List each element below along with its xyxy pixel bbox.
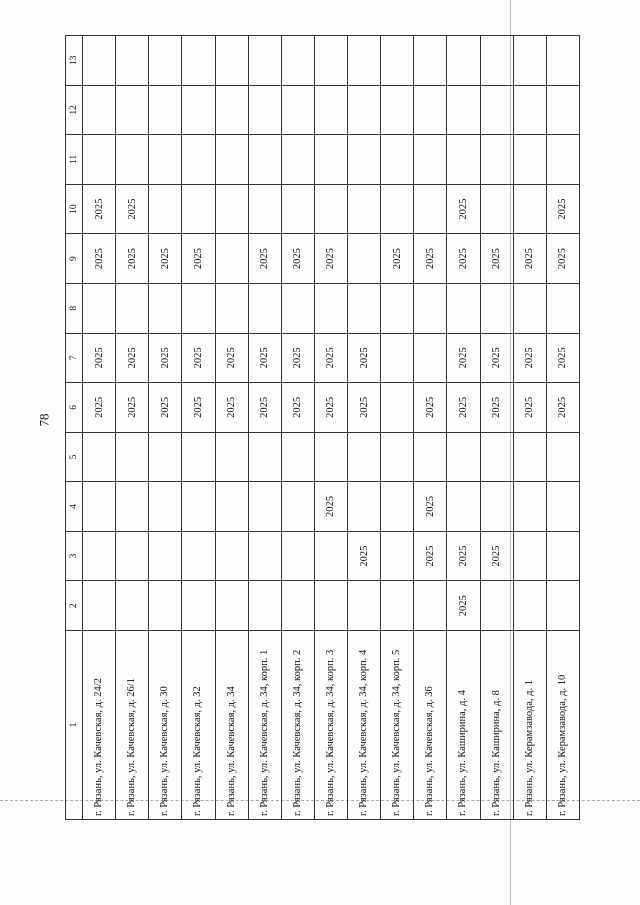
year-cell [381, 333, 414, 383]
year-cell [546, 581, 579, 631]
year-cell: 2025 [248, 333, 281, 383]
table-header-row [66, 36, 83, 820]
table-row [314, 36, 347, 820]
year-cell [381, 531, 414, 581]
year-cell: 2025 [447, 531, 480, 581]
column-header-12: 12 [66, 85, 83, 135]
year-cell [215, 135, 248, 185]
column-header-7: 7 [66, 333, 83, 383]
year-cell [414, 36, 447, 86]
year-cell [281, 482, 314, 532]
year-cell [248, 432, 281, 482]
year-cell [447, 36, 480, 86]
address-cell: г. Рязань, ул. Качевская, д. 34 [215, 630, 248, 819]
year-cell [182, 85, 215, 135]
year-cell: 2025 [116, 234, 149, 284]
table-row [480, 36, 513, 820]
year-cell [116, 135, 149, 185]
year-cell: 2025 [215, 333, 248, 383]
column-header-5: 5 [66, 432, 83, 482]
year-cell: 2025 [513, 333, 546, 383]
year-cell [248, 531, 281, 581]
year-cell [348, 581, 381, 631]
year-cell: 2025 [149, 383, 182, 433]
year-cell [182, 432, 215, 482]
year-cell: 2025 [447, 333, 480, 383]
year-cell [116, 85, 149, 135]
column-header-8: 8 [66, 283, 83, 333]
year-cell [513, 85, 546, 135]
year-cell [546, 482, 579, 532]
year-cell [149, 36, 182, 86]
address-cell: г. Рязань, ул. Качевская, д. 34, корп. 2 [281, 630, 314, 819]
address-cell: г. Рязань, ул. Качевская, д. 34, корп. 3 [314, 630, 347, 819]
year-cell [348, 482, 381, 532]
year-cell [215, 85, 248, 135]
schedule-table [65, 35, 580, 820]
column-header-2: 2 [66, 581, 83, 631]
year-cell [83, 135, 116, 185]
table-body [83, 36, 580, 820]
year-cell [480, 36, 513, 86]
year-cell [215, 234, 248, 284]
year-cell [116, 283, 149, 333]
year-cell [281, 36, 314, 86]
address-cell: г. Рязань, ул. Качевская, д. 34, корп. 4 [348, 630, 381, 819]
year-cell: 2025 [182, 234, 215, 284]
year-cell [215, 531, 248, 581]
year-cell [480, 432, 513, 482]
year-cell [414, 581, 447, 631]
year-cell [447, 482, 480, 532]
year-cell: 2025 [83, 184, 116, 234]
year-cell [546, 432, 579, 482]
address-cell: г. Рязань, ул. Керамзавода, д. 1 [513, 630, 546, 819]
year-cell [348, 432, 381, 482]
year-cell [149, 581, 182, 631]
year-cell [314, 36, 347, 86]
year-cell [513, 283, 546, 333]
year-cell [546, 135, 579, 185]
year-cell [414, 85, 447, 135]
year-cell [149, 135, 182, 185]
year-cell: 2025 [116, 184, 149, 234]
address-cell: г. Рязань, ул. Качевская, д. 24/2 [83, 630, 116, 819]
year-cell: 2025 [314, 234, 347, 284]
year-cell [447, 135, 480, 185]
year-cell: 2025 [546, 234, 579, 284]
year-cell [381, 135, 414, 185]
year-cell [215, 283, 248, 333]
year-cell [381, 283, 414, 333]
year-cell: 2025 [447, 581, 480, 631]
year-cell [480, 581, 513, 631]
year-cell [513, 482, 546, 532]
year-cell [182, 531, 215, 581]
rotated-table-container [65, 35, 580, 820]
table-row [381, 36, 414, 820]
year-cell: 2025 [348, 531, 381, 581]
year-cell [182, 184, 215, 234]
year-cell [314, 85, 347, 135]
table-row [149, 36, 182, 820]
column-header-9: 9 [66, 234, 83, 284]
year-cell [447, 85, 480, 135]
table-row [215, 36, 248, 820]
year-cell: 2025 [414, 531, 447, 581]
year-cell: 2025 [281, 234, 314, 284]
year-cell [381, 432, 414, 482]
year-cell [215, 432, 248, 482]
year-cell [348, 135, 381, 185]
year-cell [83, 432, 116, 482]
year-cell [381, 184, 414, 234]
year-cell [513, 531, 546, 581]
year-cell [414, 135, 447, 185]
table-row [513, 36, 546, 820]
year-cell [314, 135, 347, 185]
table-row [182, 36, 215, 820]
year-cell [447, 283, 480, 333]
year-cell [248, 85, 281, 135]
year-cell [381, 482, 414, 532]
year-cell [546, 36, 579, 86]
year-cell: 2025 [348, 383, 381, 433]
year-cell [314, 531, 347, 581]
year-cell: 2025 [116, 333, 149, 383]
year-cell: 2025 [281, 383, 314, 433]
year-cell: 2025 [116, 383, 149, 433]
table-row [348, 36, 381, 820]
address-cell: г. Рязань, ул. Каширина, д. 8 [480, 630, 513, 819]
year-cell: 2025 [182, 333, 215, 383]
year-cell [215, 184, 248, 234]
year-cell [281, 432, 314, 482]
address-cell: г. Рязань, ул. Каширина, д. 4 [447, 630, 480, 819]
year-cell [215, 482, 248, 532]
year-cell: 2025 [314, 333, 347, 383]
column-header-6: 6 [66, 383, 83, 433]
year-cell [149, 482, 182, 532]
year-cell: 2025 [447, 234, 480, 284]
year-cell: 2025 [83, 234, 116, 284]
column-header-1: 1 [66, 630, 83, 819]
year-cell: 2025 [314, 383, 347, 433]
year-cell [414, 333, 447, 383]
address-cell: г. Рязань, ул. Керамзавода, д. 10 [546, 630, 579, 819]
year-cell [281, 531, 314, 581]
year-cell: 2025 [546, 333, 579, 383]
year-cell [414, 283, 447, 333]
year-cell [480, 85, 513, 135]
year-cell [149, 432, 182, 482]
year-cell [381, 383, 414, 433]
year-cell [215, 36, 248, 86]
year-cell [281, 135, 314, 185]
year-cell [348, 184, 381, 234]
table-row [414, 36, 447, 820]
address-cell: г. Рязань, ул. Качевская, д. 34, корп. 1 [248, 630, 281, 819]
year-cell [248, 135, 281, 185]
year-cell [513, 184, 546, 234]
year-cell [281, 184, 314, 234]
table-row [281, 36, 314, 820]
year-cell [513, 36, 546, 86]
table-row [83, 36, 116, 820]
column-header-13: 13 [66, 36, 83, 86]
table-row [116, 36, 149, 820]
address-cell: г. Рязань, ул. Качевская, д. 34, корп. 5 [381, 630, 414, 819]
year-cell [149, 531, 182, 581]
year-cell [447, 432, 480, 482]
year-cell [314, 283, 347, 333]
year-cell: 2025 [182, 383, 215, 433]
year-cell [149, 184, 182, 234]
year-cell [248, 283, 281, 333]
year-cell [182, 135, 215, 185]
year-cell [348, 283, 381, 333]
year-cell [116, 531, 149, 581]
year-cell [314, 581, 347, 631]
year-cell [116, 432, 149, 482]
year-cell: 2025 [414, 482, 447, 532]
year-cell [116, 36, 149, 86]
year-cell: 2025 [447, 383, 480, 433]
year-cell: 2025 [83, 333, 116, 383]
address-cell: г. Рязань, ул. Качевская, д. 26/1 [116, 630, 149, 819]
year-cell: 2025 [546, 184, 579, 234]
year-cell [116, 482, 149, 532]
year-cell: 2025 [447, 184, 480, 234]
year-cell [381, 85, 414, 135]
column-header-11: 11 [66, 135, 83, 185]
year-cell [348, 85, 381, 135]
year-cell [248, 482, 281, 532]
year-cell: 2025 [480, 383, 513, 433]
year-cell [480, 283, 513, 333]
year-cell [546, 283, 579, 333]
year-cell: 2025 [546, 383, 579, 433]
year-cell: 2025 [381, 234, 414, 284]
year-cell [83, 482, 116, 532]
year-cell [281, 283, 314, 333]
year-cell: 2025 [281, 333, 314, 383]
year-cell [480, 135, 513, 185]
year-cell: 2025 [149, 234, 182, 284]
year-cell [248, 581, 281, 631]
year-cell [381, 36, 414, 86]
year-cell [149, 85, 182, 135]
year-cell [480, 184, 513, 234]
year-cell [513, 135, 546, 185]
table-row [447, 36, 480, 820]
year-cell [480, 482, 513, 532]
year-cell [513, 581, 546, 631]
year-cell [116, 581, 149, 631]
year-cell [83, 85, 116, 135]
year-cell [314, 432, 347, 482]
year-cell: 2025 [480, 234, 513, 284]
address-cell: г. Рязань, ул. Качевская, д. 30 [149, 630, 182, 819]
address-cell: г. Рязань, ул. Качевская, д. 36 [414, 630, 447, 819]
column-header-3: 3 [66, 531, 83, 581]
year-cell [281, 85, 314, 135]
column-header-10: 10 [66, 184, 83, 234]
page-number: 78 [36, 413, 52, 427]
year-cell [414, 432, 447, 482]
year-cell [182, 581, 215, 631]
year-cell [83, 283, 116, 333]
year-cell: 2025 [348, 333, 381, 383]
year-cell [348, 36, 381, 86]
column-header-4: 4 [66, 482, 83, 532]
year-cell: 2025 [414, 383, 447, 433]
year-cell: 2025 [480, 333, 513, 383]
year-cell [83, 531, 116, 581]
year-cell [248, 184, 281, 234]
year-cell [83, 581, 116, 631]
year-cell [182, 283, 215, 333]
year-cell [215, 581, 248, 631]
year-cell [83, 36, 116, 86]
year-cell: 2025 [314, 482, 347, 532]
address-cell: г. Рязань, ул. Качевская, д. 32 [182, 630, 215, 819]
year-cell [414, 184, 447, 234]
year-cell [281, 581, 314, 631]
year-cell [182, 36, 215, 86]
year-cell [546, 531, 579, 581]
year-cell [381, 581, 414, 631]
year-cell: 2025 [149, 333, 182, 383]
year-cell: 2025 [215, 383, 248, 433]
year-cell: 2025 [414, 234, 447, 284]
year-cell [314, 184, 347, 234]
year-cell [182, 482, 215, 532]
year-cell [149, 283, 182, 333]
year-cell: 2025 [248, 383, 281, 433]
year-cell [546, 85, 579, 135]
year-cell: 2025 [248, 234, 281, 284]
table-row [248, 36, 281, 820]
year-cell: 2025 [513, 234, 546, 284]
year-cell [248, 36, 281, 86]
year-cell: 2025 [513, 383, 546, 433]
table-row [546, 36, 579, 820]
year-cell: 2025 [480, 531, 513, 581]
year-cell [513, 432, 546, 482]
year-cell [348, 234, 381, 284]
year-cell: 2025 [83, 383, 116, 433]
